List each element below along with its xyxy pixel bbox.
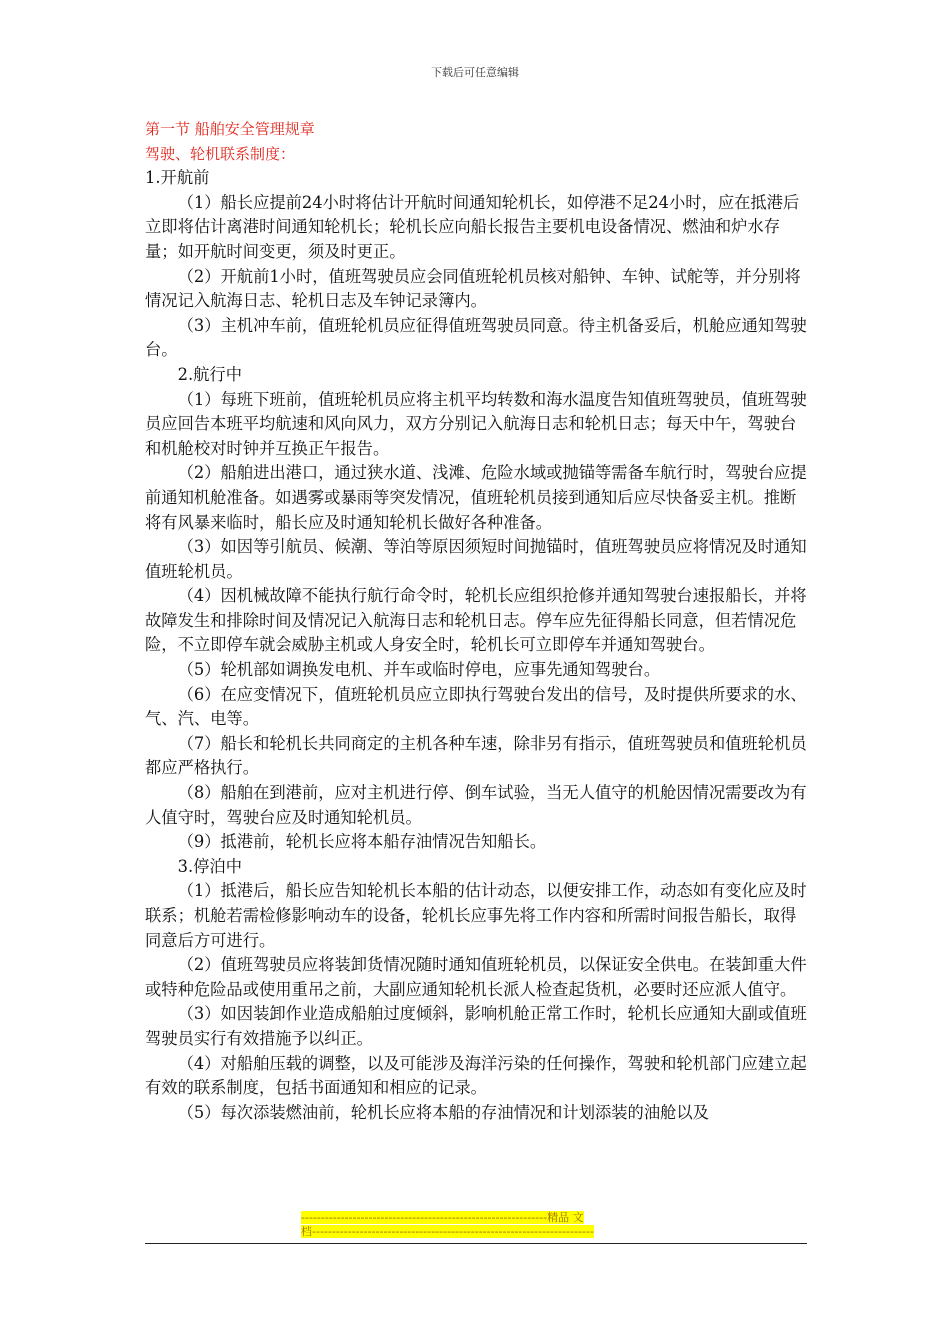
paragraph-heading: 1.开航前 bbox=[145, 168, 210, 188]
page-header: 下载后可任意编辑 bbox=[431, 66, 519, 79]
paragraph-item: （3）如因装卸作业造成船舶过度倾斜，影响机舱正常工作时，轮机长应通知大副或值班驾驶员实行有效措施予以纠正。 bbox=[145, 1004, 807, 1048]
section-subtitle: 驾驶、轮机联系制度： bbox=[145, 144, 296, 163]
paragraph-item: （1）抵港后，船长应告知轮机长本船的估计动态，以便安排工作，动态如有变化应及时联系；机舱若需检修影响动车的设备，轮机长应事先将工作内容和所需时间报告船长，取得同意后方可进行。 bbox=[145, 881, 807, 950]
paragraph-heading: 3.停泊中 bbox=[177, 856, 242, 876]
paragraph-item: （2）开航前1小时，值班驾驶员应会同值班轮机员核对船钟、车钟、试舵等，并分别将情况记入航海日志、轮机日志及车钟记录簿内。 bbox=[145, 266, 801, 311]
footer-line-2: 档----------------------------------------------------------------------- bbox=[301, 1225, 594, 1238]
footer-watermark bbox=[301, 1211, 594, 1239]
paragraph-item: （1）每班下班前，值班轮机员应将主机平均转数和海水温度告知值班驾驶员，值班驾驶员应回告本班平均航速和风向风力，双方分别记入航海日志和轮机日志；每天中午，驾驶台和机舱校对时钟并互换正午报告。 bbox=[145, 389, 807, 458]
paragraph-item: （6）在应变情况下，值班轮机员应立即执行驾驶台发出的信号，及时提供所要求的水、气、汽、电等。 bbox=[145, 684, 807, 729]
paragraph-item: （4）因机械故障不能执行航行命令时，轮机长应组织抢修并通知驾驶台速报船长，并将故障发生和排除时间及情况记入航海日志和轮机日志。停车应先征得船长同意，但若情况危险，不立即停车就会威胁主机或人身安全时，轮机长可立即停车并通知驾驶台。 bbox=[145, 586, 807, 655]
paragraph-list bbox=[145, 166, 810, 1125]
paragraph-item: （8）船舶在到港前，应对主机进行停、倒车试验，当无人值守的机舱因情况需要改为有人值守时，驾驶台应及时通知轮机员。 bbox=[145, 783, 807, 827]
paragraph-item: （5）轮机部如调换发电机、并车或临时停电，应事先通知驾驶台。 bbox=[177, 660, 661, 680]
paragraph-item: （1）船长应提前24小时将估计开航时间通知轮机长，如停港不足24小时，应在抵港后立即将估计离港时间通知轮机长；轮机长应向船长报告主要机电设备情况、燃油和炉水存量；如开航时间变更，须及时更正。 bbox=[145, 192, 800, 261]
footer-rule bbox=[145, 1243, 807, 1244]
paragraph-item: （3）如因等引航员、候潮、等泊等原因须短时间抛锚时，值班驾驶员应将情况及时通知值班轮机员。 bbox=[145, 537, 807, 581]
paragraph-item: （4）对船舶压载的调整，以及可能涉及海洋污染的任何操作，驾驶和轮机部门应建立起有效的联系制度，包括书面通知和相应的记录。 bbox=[145, 1053, 807, 1098]
paragraph-item: （5）每次添装燃油前，轮机长应将本船的存油情况和计划添装的油舱以及 bbox=[177, 1102, 709, 1122]
paragraph-heading: 2.航行中 bbox=[177, 364, 242, 384]
paragraph-item: （3）主机冲车前，值班轮机员应征得值班驾驶员同意。待主机备妥后，机舱应通知驾驶台。 bbox=[145, 315, 807, 360]
section-title: 第一节 船舶安全管理规章 bbox=[145, 120, 315, 138]
paragraph-item: （7）船长和轮机长共同商定的主机各种车速，除非另有指示，值班驾驶员和值班轮机员都应严格执行。 bbox=[145, 733, 807, 778]
footer-line-1: --------------------------------------------------------------精品 文 bbox=[301, 1211, 584, 1224]
document-body bbox=[145, 117, 810, 1125]
paragraph-item: （9）抵港前，轮机长应将本船存油情况告知船长。 bbox=[177, 832, 547, 852]
paragraph-item: （2）船舶进出港口，通过狭水道、浅滩、危险水域或抛锚等需备车航行时，驾驶台应提前通知机舱准备。如遇雾或暴雨等突发情况，值班轮机员接到通知后应尽快备妥主机。推断将有风暴来临时，船长应及时通知轮机长做好各种准备。 bbox=[145, 463, 807, 532]
paragraph-item: （2）值班驾驶员应将装卸货情况随时通知值班轮机员，以保证安全供电。在装卸重大件或特种危险品或使用重吊之前，大副应通知轮机长派人检查起货机，必要时还应派人值守。 bbox=[145, 955, 807, 999]
